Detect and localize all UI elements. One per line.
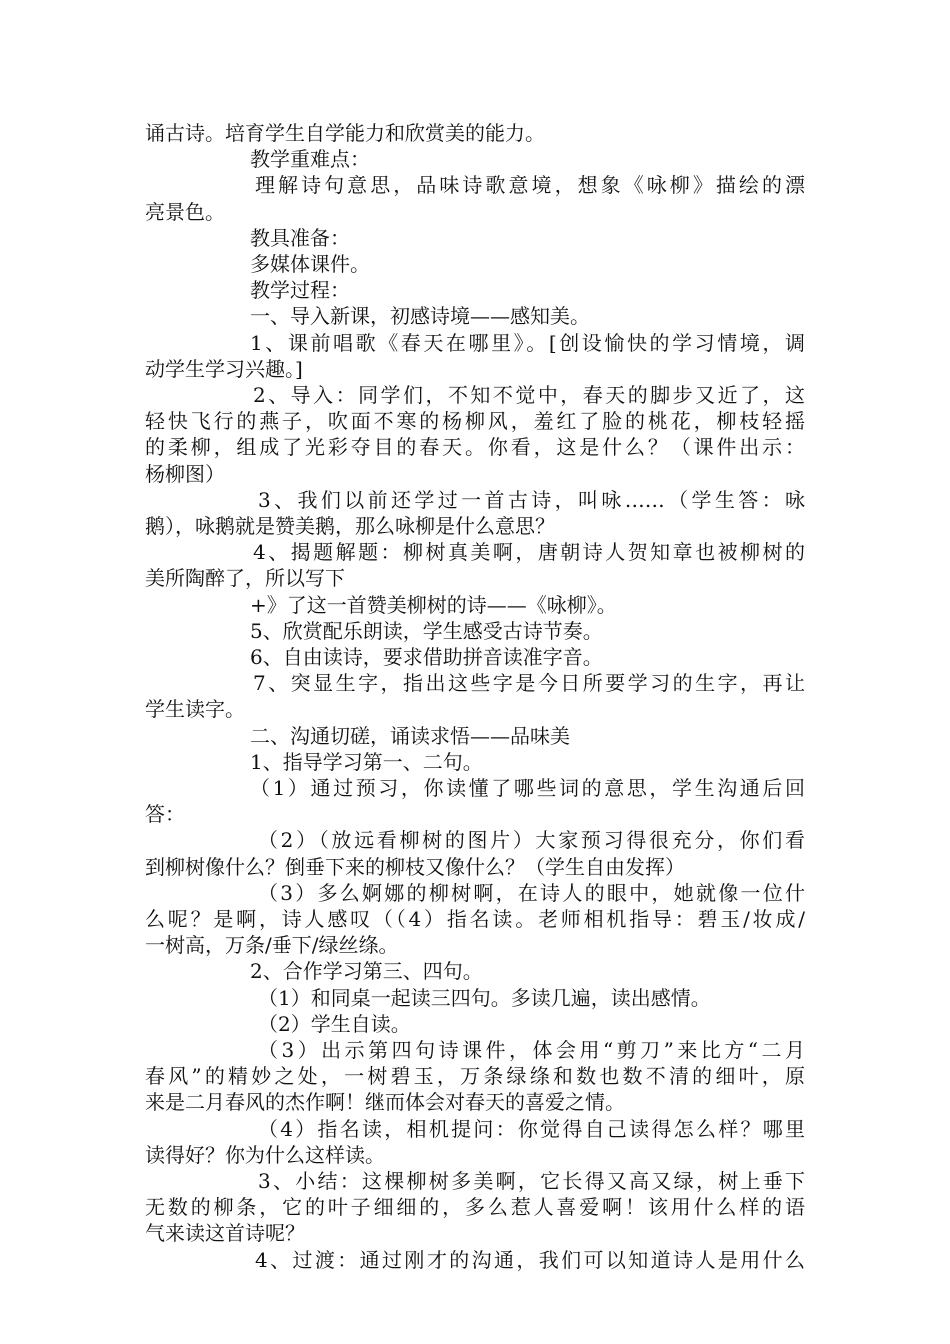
text-line: 的柔柳，组成了光彩夺目的春天。你看，这是什么？（课件出示： (145, 435, 805, 459)
text-line: 5、欣赏配乐朗读，学生感受古诗节奏。 (250, 619, 603, 643)
text-line: 来是二月春风的杰作啊！继而体会对春天的喜爱之情。 (145, 1090, 625, 1114)
text-line: 理解诗句意思，品味诗歌意境，想象《咏柳》描绘的漂 (255, 173, 805, 197)
text-line: 3、小结：这棵柳树多美啊，它长得又高又绿，树上垂下 (258, 1169, 805, 1193)
text-line: 教学重难点： (250, 147, 370, 171)
text-line: 3、我们以前还学过一首古诗，叫咏……（学生答：咏 (258, 488, 805, 512)
text-line: （3）出示第四句诗课件，体会用“剪刀”来比方“二月 (258, 1038, 805, 1062)
text-line: 读得好？你为什么这样读。 (145, 1143, 385, 1167)
text-line: 7、突显生字，指出这些字是今日所要学习的生字，再让 (253, 671, 805, 695)
text-line: 杨柳图） (145, 462, 225, 486)
text-line: （2）（放远看柳树的图片）大家预习得很充分，你们看 (258, 828, 805, 852)
text-line: （4）指名读，相机提问：你觉得自己读得怎么样？哪里 (258, 1117, 805, 1141)
text-line: 答： (145, 802, 185, 826)
text-line: 6、自由读诗，要求借助拼音读准字音。 (250, 645, 603, 669)
text-line: （1）通过预习，你读懂了哪些词的意思，学生沟通后回 (250, 776, 805, 800)
text-line: 动学生学习兴趣。] (145, 357, 303, 381)
text-line: 多媒体课件。 (250, 252, 370, 276)
text-line: 么呢？是啊，诗人感叹（（4）指名读。老师相机指导：碧玉/妆成/ (145, 907, 805, 931)
text-line: 诵古诗。培育学生自学能力和欣赏美的能力。 (145, 121, 545, 145)
text-line: 1、课前唱歌《春天在哪里》。[创设愉快的学习情境，调 (250, 331, 805, 355)
text-line: 春风”的精妙之处，一树碧玉，万条绿绦和数也数不清的细叶，原 (145, 1064, 805, 1088)
text-line: 2、导入：同学们，不知不觉中，春天的脚步又近了，这 (253, 383, 805, 407)
text-line: 4、揭题解题：柳树真美啊，唐朝诗人贺知章也被柳树的 (253, 540, 805, 564)
text-line: 教学过程： (250, 278, 350, 302)
text-line: 2、合作学习第三、四句。 (250, 959, 483, 983)
text-line: 鹅），咏鹅就是赞美鹅，那么咏柳是什么意思？ (145, 514, 555, 538)
text-line: 一树高，万条/垂下/绿丝绦。 (145, 933, 399, 957)
text-line: 气来读这首诗呢？ (145, 1221, 305, 1245)
text-line: 4、过渡：通过刚才的沟通，我们可以知道诗人是用什么 (255, 1248, 805, 1272)
text-line: 二、沟通切磋，诵读求悟——品味美 (250, 724, 570, 748)
text-line: 轻快飞行的燕子，吹面不寒的杨柳风，羞红了脸的桃花，柳枝轻摇 (145, 409, 805, 433)
text-line: 1、指导学习第一、二句。 (250, 750, 483, 774)
text-line: 到柳树像什么？倒垂下来的柳枝又像什么？（学生自由发挥） (145, 855, 685, 879)
text-line: 亮景色。 (145, 200, 225, 224)
text-line: 教具准备： (250, 226, 350, 250)
text-line: 学生读字。 (145, 697, 245, 721)
text-line: （3）多么婀娜的柳树啊，在诗人的眼中，她就像一位什 (258, 881, 805, 905)
text-line: （1）和同桌一起读三四句。多读几遍，读出感情。 (258, 986, 711, 1010)
text-line: 一、导入新课，初感诗境——感知美。 (250, 304, 590, 328)
text-line: （2）学生自读。 (258, 1012, 411, 1036)
text-line: 无数的柳条，它的叶子细细的，多么惹人喜爱啊！该用什么样的语 (145, 1195, 805, 1219)
text-line: +》了这一首赞美柳树的诗——《咏柳》。 (250, 593, 617, 617)
text-line: 美所陶醉了，所以写下 (145, 566, 345, 590)
